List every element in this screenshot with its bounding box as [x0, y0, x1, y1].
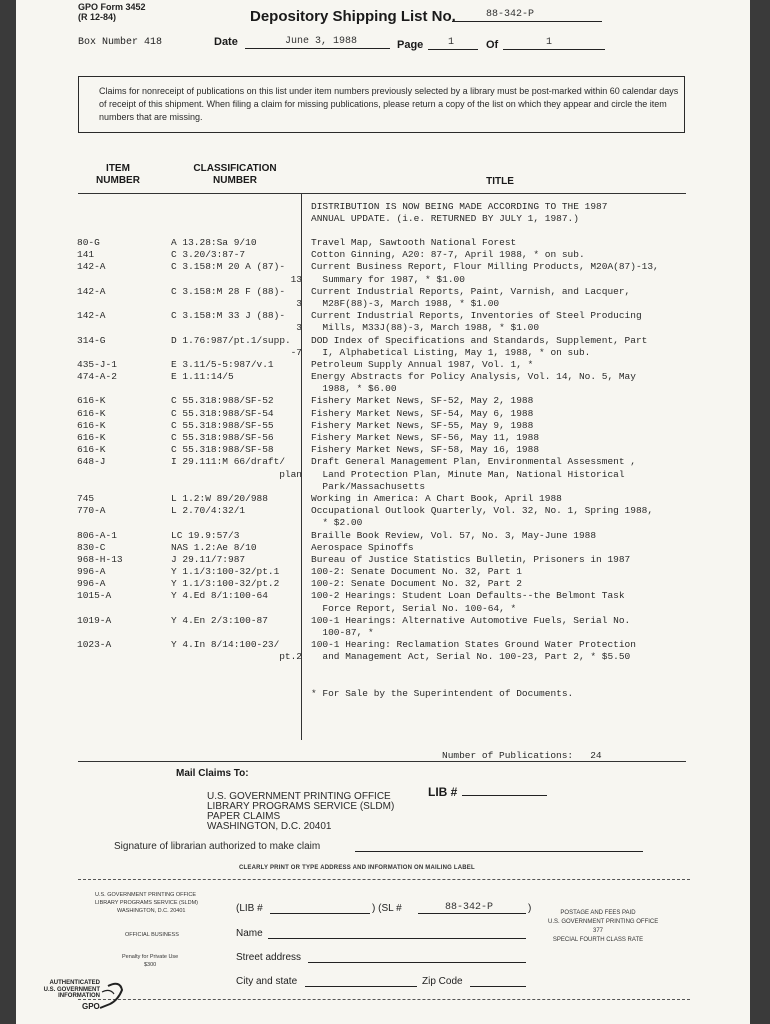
title-cell: Cotton Ginning, A20: 87-7, April 1988, * on sub.: [311, 249, 585, 261]
classification-cell: [171, 383, 302, 395]
item-number-cell: 616-K: [77, 419, 106, 431]
shipping-list-number: 88-342-P: [486, 9, 535, 20]
title-cell: Draft General Management Plan, Environmental Assessment ,: [311, 456, 636, 468]
item-number-cell: [77, 627, 157, 639]
page-title: Depository Shipping List No.: [250, 8, 456, 25]
gpo-authenticated-logo: AUTHENTICATED U.S. GOVERNMENT INFORMATION GPO: [30, 978, 130, 1018]
date-value: June 3, 1988: [285, 36, 358, 47]
title-cell: Fishery Market News, SF-55, May 9, 1988: [311, 419, 534, 431]
title-cell: 100-1 Hearings: Alternative Automotive Fuels, Serial No.: [311, 614, 631, 626]
title-cell: Current Industrial Reports, Paint, Varnish, and Lacquer,: [311, 285, 631, 297]
zip-code-field[interactable]: [470, 986, 526, 987]
classification-column: [171, 237, 302, 664]
title-cell: Fishery Market News, SF-56, May 11, 1988: [311, 432, 540, 443]
item-number-cell: [77, 651, 157, 663]
item-number-cell: 142-A: [77, 261, 106, 273]
item-number-cell: [77, 481, 157, 493]
classification-cell: L 1.2:W 89/20/988: [171, 492, 268, 504]
name-label: Name: [236, 928, 263, 939]
item-number-cell: 1015-A: [77, 590, 112, 602]
sale-note: * For Sale by the Superintendent of Documents.: [311, 688, 574, 699]
item-number-cell: 141: [77, 249, 95, 261]
classification-cell: E 1.11:14/5: [171, 371, 234, 383]
classification-cell: [171, 627, 302, 639]
number-of-publications: Number of Publications: 24: [442, 750, 602, 761]
mailing-label-instruction: CLEARLY PRINT OR TYPE ADDRESS AND INFORMATION ON MAILING LABEL: [239, 865, 475, 871]
item-number-cell: [77, 347, 157, 359]
title-cell: Summary for 1987, * $1.00: [311, 273, 465, 285]
item-number-cell: [77, 517, 157, 529]
title-column: [311, 237, 691, 664]
item-number-cell: 1023-A: [77, 639, 112, 651]
classification-cell: C 3.158:M 20 A (87)-: [171, 261, 286, 273]
city-state-label: City and state: [236, 976, 298, 987]
title-cell: Park/Massachusetts: [311, 480, 426, 492]
classification-cell: C 3.20/3:87-7: [171, 249, 246, 261]
zip-code-label: Zip Code: [422, 976, 463, 987]
classification-cell: 13: [290, 273, 302, 285]
title-cell: Mills, M33J(88)-3, March 1988, * $1.00: [311, 322, 540, 334]
classification-cell: [171, 481, 302, 493]
classification-cell: J 29.11/7:987: [171, 553, 246, 565]
item-number-cell: [77, 383, 157, 395]
item-number-cell: [77, 298, 157, 310]
distribution-note: DISTRIBUTION IS NOW BEING MADE ACCORDING TO THE 1987 ANNUAL UPDATE. (i.e. RETURNED BY JULY 1, 1987.): [311, 201, 608, 225]
header-rule: [78, 193, 686, 194]
classification-cell: LC 19.9:57/3: [171, 529, 240, 541]
lib-number-field[interactable]: [462, 795, 547, 796]
title-cell: Energy Abstracts for Policy Analysis, Vol. 14, No. 5, May: [311, 371, 636, 383]
label-lib-field-label: (LIB #: [236, 903, 263, 914]
classification-cell: C 3.158:M 28 F (88)-: [171, 285, 286, 297]
title-header: TITLE: [486, 176, 514, 187]
title-cell: DOD Index of Specifications and Standards, Supplement, Part: [311, 334, 648, 346]
classification-cell: [171, 603, 302, 615]
item-number-cell: [77, 322, 157, 334]
city-state-field[interactable]: [305, 986, 417, 987]
cut-line-top: [78, 879, 690, 880]
item-number-cell: 830-C: [77, 541, 106, 553]
title-cell: 100-2: Senate Document No. 32, Part 1: [311, 566, 522, 578]
title-cell: Fishery Market News, SF-52, May 2, 1988: [311, 395, 534, 407]
item-number-cell: 968-H-13: [77, 553, 123, 565]
item-number-cell: 996-A: [77, 566, 106, 578]
label-sl-value: 88-342-P: [445, 902, 494, 913]
title-cell: Fishery Market News, SF-58, May 16, 1988: [311, 444, 540, 456]
mail-address: U.S. GOVERNMENT PRINTING OFFICE LIBRARY PROGRAMS SERVICE (SLDM) PAPER CLAIMS WASHINGTON, D.C. 20401: [207, 791, 395, 832]
item-number-cell: 142-A: [77, 285, 106, 297]
title-cell: M28F(88)-3, March 1988, * $1.00: [311, 297, 500, 309]
title-cell: and Management Act, Serial No. 100-23, Part 2, * $5.50: [311, 651, 631, 663]
classification-cell: C 55.318:988/SF-56: [171, 432, 274, 443]
page-label: Page: [397, 39, 424, 51]
page-underline: [428, 49, 478, 50]
signature-line[interactable]: [355, 851, 643, 852]
title-cell: Current Industrial Reports, Inventories of Steel Producing: [311, 310, 642, 322]
lib-number-label: LIB #: [428, 785, 458, 799]
classification-cell: Y 1.1/3:100-32/pt.1: [171, 566, 280, 578]
table-bottom-rule: [78, 761, 686, 762]
classification-cell: [171, 517, 302, 529]
classification-cell: 3: [296, 297, 302, 309]
item-number-cell: 616-K: [77, 395, 106, 407]
classification-cell: pt.2: [279, 651, 302, 663]
penalty-note: Penalty for Private Use $300: [122, 954, 179, 968]
name-field[interactable]: [268, 938, 526, 939]
of-value: 1: [546, 37, 553, 48]
classification-cell: Y 4.En 2/3:100-87: [171, 614, 268, 626]
classification-cell: I 29.111:M 66/draft/: [171, 456, 286, 468]
classification-cell: C 55.318:988/SF-54: [171, 407, 274, 419]
title-cell: 100-2: Senate Document No. 32, Part 2: [311, 578, 522, 590]
title-cell: 100-1 Hearing: Reclamation States Ground Water Protection: [311, 639, 636, 651]
classification-cell: A 13.28:Sa 9/10: [171, 237, 257, 248]
item-number-cell: 996-A: [77, 578, 106, 590]
classification-cell: C 55.318:988/SF-58: [171, 444, 274, 456]
claim-notice-box: [78, 76, 685, 133]
classification-cell: C 55.318:988/SF-52: [171, 395, 274, 407]
title-cell: 100-2 Hearings: Student Loan Defaults--the Belmont Task: [311, 590, 625, 602]
title-cell: I, Alphabetical Listing, May 1, 1988, * on sub.: [311, 346, 591, 358]
title-cell: Current Business Report, Flour Milling Products, M20A(87)-13,: [311, 261, 659, 273]
title-cell: Bureau of Justice Statistics Bulletin, Prisoners in 1987: [311, 553, 631, 565]
claim-notice-text: Claims for nonreceipt of publications on this list under item numbers previously selected by a library must be post-marked within 60 calendar days of receipt of this shipment. When filing a claim for missing publications, please return a copy of the list on which they appear and circle the item numbers that are missing.: [99, 86, 679, 122]
title-cell: Braille Book Review, Vol. 57, No. 3, May-June 1988: [311, 529, 597, 541]
label-close-paren: ): [528, 903, 532, 914]
label-sl-field[interactable]: [418, 913, 526, 914]
classification-cell: Y 1.1/3:100-32/pt.2: [171, 578, 280, 590]
of-label: Of: [486, 39, 499, 51]
title-cell: 1988, * $6.00: [311, 383, 397, 395]
classification-cell: plan: [279, 468, 302, 480]
title-cell: * $2.00: [311, 517, 363, 529]
item-number-cell: 770-A: [77, 505, 106, 517]
mail-claims-label: Mail Claims To:: [176, 768, 249, 779]
classification-cell: C 3.158:M 33 J (88)-: [171, 310, 286, 322]
street-address-label: Street address: [236, 952, 302, 963]
item-number-cell: 474-A-2: [77, 371, 117, 383]
title-cell: Petroleum Supply Annual 1987, Vol. 1, *: [311, 358, 534, 370]
item-number-cell: 142-A: [77, 310, 106, 322]
classification-number-header: CLASSIFICATION NUMBER: [193, 163, 277, 186]
form-number: GPO Form 3452 (R 12-84): [78, 2, 146, 22]
item-number-cell: 648-J: [77, 456, 106, 468]
label-sl-field-label: ) (SL #: [372, 903, 402, 914]
return-address: U.S. GOVERNMENT PRINTING OFFICE LIBRARY PROGRAMS SERVICE (SLDM) WASHINGTON, D.C. 20401: [95, 892, 198, 914]
classification-cell: Y 4.Ed 8/1:100-64: [171, 590, 268, 602]
title-cell: 100-87, *: [311, 627, 374, 638]
item-number-cell: 745: [77, 492, 95, 504]
item-number-cell: 806-A-1: [77, 529, 117, 541]
of-underline: [503, 49, 605, 50]
item-number-cell: 314-G: [77, 334, 106, 346]
item-number-cell: 1019-A: [77, 614, 112, 626]
item-number-cell: [77, 274, 157, 286]
title-cell: Working in America: A Chart Book, April 1988: [311, 492, 562, 504]
item-number-cell: 80-G: [77, 237, 100, 248]
classification-cell: D 1.76:987/pt.1/supp.: [171, 334, 291, 346]
title-underline: [452, 21, 602, 22]
signature-label: Signature of librarian authorized to make claim: [114, 841, 321, 852]
classification-cell: E 3.11/5-5:987/v.1: [171, 358, 274, 370]
official-business: OFFICIAL BUSINESS: [125, 932, 179, 938]
cut-line-bottom: [78, 999, 690, 1000]
classification-cell: C 55.318:988/SF-55: [171, 419, 274, 431]
box-number: Box Number 418: [78, 37, 163, 48]
classification-cell: Y 4.In 8/14:100-23/: [171, 639, 280, 651]
classification-cell: -7: [290, 346, 302, 358]
title-cell: Aerospace Spinoffs: [311, 541, 414, 553]
title-cell: Occupational Outlook Quarterly, Vol. 32, No. 1, Spring 1988,: [311, 505, 654, 517]
item-number-column: [77, 237, 157, 664]
title-cell: Force Report, Serial No. 100-64, *: [311, 602, 517, 614]
item-number-cell: [77, 603, 157, 615]
item-number-cell: 616-K: [77, 432, 106, 443]
item-number-cell: 616-K: [77, 444, 106, 456]
title-cell: Travel Map, Sawtooth National Forest: [311, 237, 517, 248]
item-number-header: ITEM NUMBER: [96, 163, 140, 186]
item-number-cell: 435-J-1: [77, 358, 117, 370]
title-cell: Land Protection Plan, Minute Man, National Historical: [311, 468, 625, 480]
label-lib-field[interactable]: [270, 913, 370, 914]
item-number-cell: 616-K: [77, 407, 106, 419]
classification-cell: L 2.70/4:32/1: [171, 505, 246, 517]
date-label: Date: [214, 36, 238, 48]
street-address-field[interactable]: [308, 962, 526, 963]
date-underline: [245, 48, 390, 49]
classification-cell: 3: [296, 322, 302, 334]
item-number-cell: [77, 469, 157, 481]
postage-indicia: POSTAGE AND FEES PAID U.S. GOVERNMENT PRINTING OFFICE 377 SPECIAL FOURTH CLASS RATE: [548, 910, 659, 943]
classification-cell: NAS 1.2:Ae 8/10: [171, 541, 257, 553]
page-value: 1: [448, 37, 455, 48]
title-cell: Fishery Market News, SF-54, May 6, 1988: [311, 407, 534, 419]
